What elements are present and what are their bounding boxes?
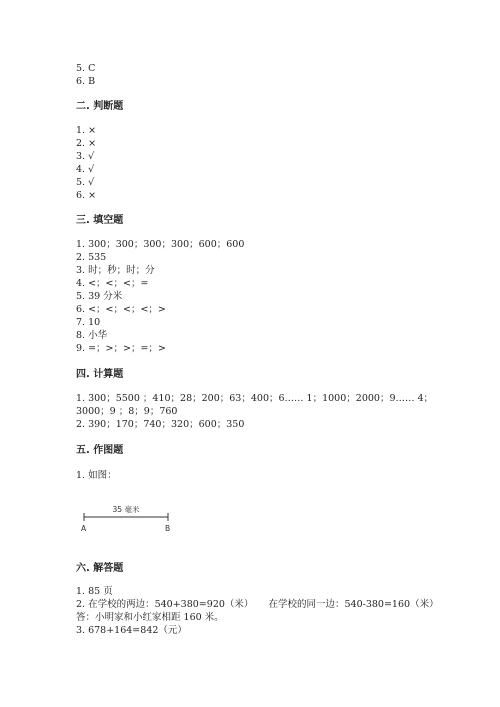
answer-line: 8. 小华 (76, 330, 108, 341)
line-segment-figure (72, 500, 182, 540)
point-a-label: A (81, 524, 87, 533)
answer-line: 3. 时；秒；时；分 (76, 265, 155, 276)
answer-line: 5. 39 分米 (76, 291, 123, 302)
section-heading-calculation: 四. 计算题 (76, 369, 124, 380)
answer-line: 6. × (76, 190, 97, 201)
section-heading-fill-in: 三. 填空题 (76, 215, 124, 226)
answer-line: 1. 300；5500 ；410；28；200；63；400；6…… 1；1000；2000；9…… 4； (76, 393, 434, 404)
answer-line: 2. × (76, 138, 97, 149)
answer-line: 3. √ (76, 151, 95, 162)
answer-line: 2. 390；170；740；320；600；350 (76, 419, 245, 430)
answer-line: 1. 如图： (76, 470, 117, 481)
section-heading-word-problems: 六. 解答题 (76, 563, 124, 574)
point-b-label: B (165, 524, 171, 533)
answer-line: 2. 在学校的两边：540+380=920（米） 在学校的同一边：540-380=160（米） (76, 599, 439, 610)
answer-line: 7. 10 (76, 317, 101, 328)
answer-line: 6. <；<；<；<；> (76, 304, 166, 315)
answer-line: 6. B (76, 76, 96, 87)
answer-line: 1. 300；300；300；300；600；600 (76, 239, 245, 250)
section-heading-judgement: 二. 判断题 (76, 101, 124, 112)
answer-line: 2. 535 (76, 252, 107, 263)
answer-line: 3. 678+164=842（元） (76, 625, 187, 636)
answer-line: 答：小明家和小红家相距 160 米。 (76, 612, 224, 623)
answer-line: 4. <；<；<；= (76, 278, 149, 289)
answer-line: 9. =；>；>；=；> (76, 343, 166, 354)
answer-line: 5. √ (76, 177, 95, 188)
segment-length-label: 35 毫米 (112, 505, 140, 514)
answer-line: 1. 85 页 (76, 586, 113, 597)
answer-line: 3000；9 ；8；9；760 (76, 406, 178, 417)
answer-line: 5. C (76, 63, 96, 74)
answer-line: 1. × (76, 125, 97, 136)
section-heading-drawing: 五. 作图题 (76, 445, 124, 456)
answer-line: 4. √ (76, 164, 95, 175)
